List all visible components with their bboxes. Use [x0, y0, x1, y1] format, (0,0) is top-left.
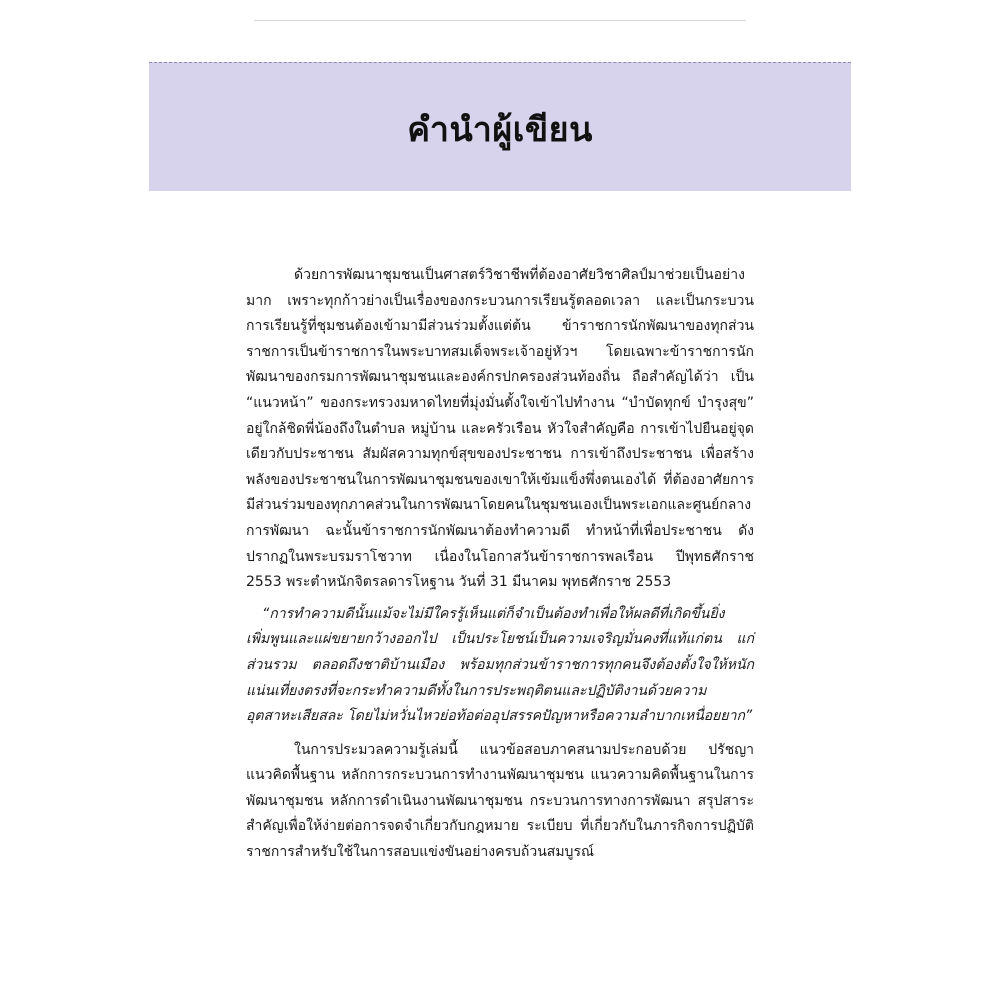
title-banner: [149, 62, 851, 191]
page-top-edge: [254, 0, 746, 21]
paragraph-intro: ด้วยการพัฒนาชุมชนเป็นศาสตร์วิชาชีพที่ต้องอาศัยวิชาศิลป์มาช่วยเป็นอย่างมาก เพราะทุกก้าวย่างเป็นเรื่องของกระบวนการเรียนรู้ตลอดเวลา และเป็นกระบวนการเรียนรู้ที่ชุมชนต้องเข้ามามีส่วนร่วมตั้งแต่ต้น ข้าราชการนักพัฒนาของทุกส่วนราชการเป็นข้าราชการในพระบาทสมเด็จพระเจ้าอยู่หัวฯ โดยเฉพาะข้าราชการนักพัฒนาของกรมการพัฒนาชุมชนและองค์กรปกครองส่วนท้องถิ่น ถือสำคัญได้ว่า เป็น “แนวหน้า” ของกระทรวงมหาดไทยที่มุ่งมั่นตั้งใจเข้าไปทำงาน “บำบัดทุกข์ บำรุงสุข” อยู่ใกล้ชิดพี่น้องถึงในตำบล หมู่บ้าน และครัวเรือน หัวใจสำคัญคือ การเข้าไปยืนอยู่จุดเดียวกับประชาชน สัมผัสความทุกข์สุขของประชาชน การเข้าถึงประชาชน เพื่อสร้างพลังของประชาชนในการพัฒนาชุมชนของเขาให้เข้มแข็งพึ่งตนเองได้ ที่ต้องอาศัยการมีส่วนร่วมของทุกภาคส่วนในการพัฒนาโดยคนในชุมชนเองเป็นพระเอกและศูนย์กลางการพัฒนา ฉะนั้นข้าราชการนักพัฒนาต้องทำความดี ทำหน้าที่เพื่อประชาชน ดังปรากฏในพระบรมราโชวาท เนื่องในโอกาสวันข้าราชการพลเรือน ปีพุทธศักราช 2553 พระตำหนักจิตรลดารโหฐาน วันที่ 31 มีนาคม พุทธศักราช 2553: [246, 267, 754, 591]
royal-speech-quote: “การทำความดีนั้นแม้จะไม่มีใครรู้เห็นแต่ก็จำเป็นต้องทำเพื่อให้ผลดีที่เกิดขึ้นยิ่งเพิ่มพูนและแผ่ขยายกว้างออกไป เป็นประโยชน์เป็นความเจริญมั่นคงที่แท้แก่ตน แก่ส่วนรวม ตลอดถึงชาติบ้านเมือง พร้อมทุกส่วนข้าราชการทุกคนจึงต้องตั้งใจให้หนักแน่นเที่ยงตรงที่จะกระทำความดีทั้งในการประพฤติตนและปฏิบัติงานด้วยความอุตสาหะเสียสละ โดยไม่หวั่นไหวย่อท้อต่ออุปสรรคปัญหาหรือความลำบากเหนื่อยยาก”: [246, 605, 754, 725]
paragraph-book-contents: ในการประมวลความรู้เล่มนี้ แนวข้อสอบภาคสนามประกอบด้วย ปรัชญา แนวคิดพื้นฐาน หลักการกระบวนการทำงานพัฒนาชุมชน แนวความคิดพื้นฐานในการพัฒนาชุมชน หลักการดำเนินงานพัฒนาชุมชน กระบวนการทางการพัฒนา สรุปสาระสำคัญเพื่อให้ง่ายต่อการจดจำเกี่ยวกับกฎหมาย ระเบียบ ที่เกี่ยวกับในภารกิจการปฏิบัติราชการสำหรับใช้ในการสอบแข่งขันอย่างครบถ้วนสมบูรณ์: [246, 741, 754, 861]
preface-body: [246, 263, 754, 872]
page-title: คำนำผู้เขียน: [407, 110, 593, 150]
